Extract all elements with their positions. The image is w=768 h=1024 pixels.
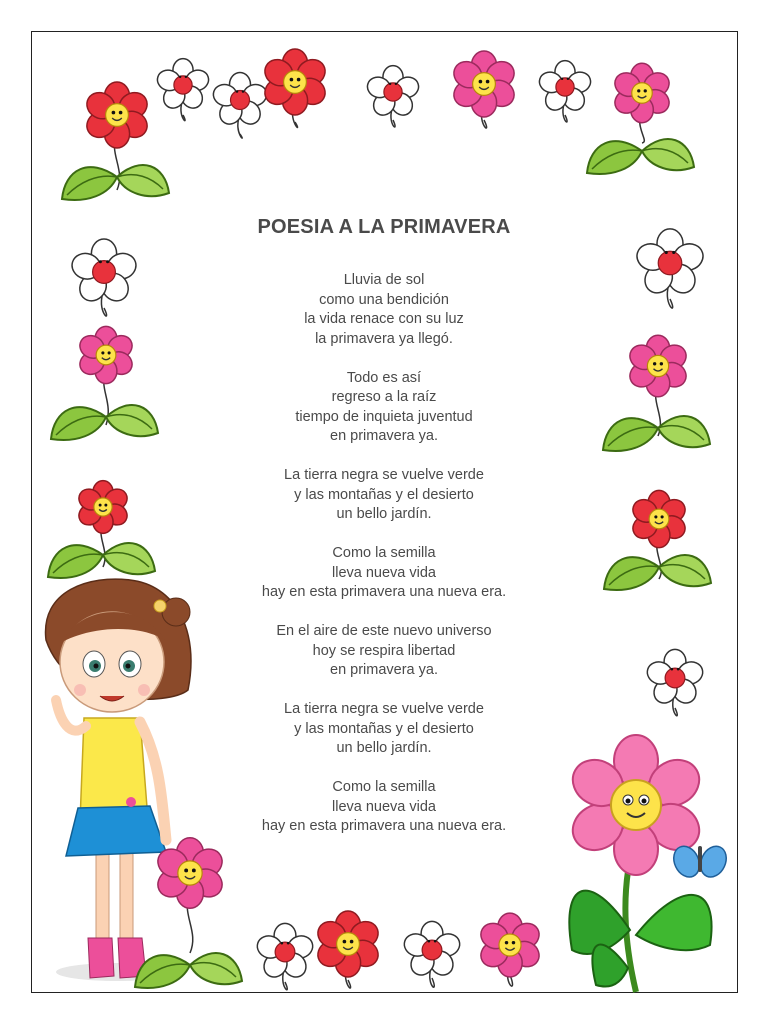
poem-line: un bello jardín. [336, 740, 432, 756]
poem-line: la primavera ya llegó. [315, 330, 453, 347]
white-flower-icon [537, 61, 593, 122]
poem-line: Como la semilla [332, 779, 436, 795]
poem-stanza [0, 700, 768, 759]
poem-stanza [0, 778, 768, 837]
poem-line: como una bendición [319, 291, 449, 308]
poem-stanza [0, 466, 768, 525]
poem-line: la vida renace con su luz [304, 311, 464, 327]
poem-line: en primavera ya. [330, 662, 438, 678]
pink-flower-icon [476, 913, 543, 986]
white-flower-icon [155, 59, 211, 121]
red-flower-icon [62, 82, 169, 200]
poem-stanza [0, 271, 768, 349]
white-flower-icon [211, 73, 270, 139]
white-flower-icon [365, 66, 421, 127]
poem-line: La tierra negra se vuelve verde [284, 467, 484, 483]
poem-line: un bello jardín. [336, 506, 432, 522]
poem-line: hay en esta primavera una nueva era. [261, 818, 507, 834]
poem-line: y las montañas y el desierto [294, 486, 474, 503]
poem-line: tiempo de inquieta juventud [295, 408, 473, 425]
poem-line: Como la semilla [332, 545, 436, 561]
poem-body [0, 271, 768, 856]
poem-line: hoy se respira libertad [312, 642, 456, 659]
red-flower-icon [260, 49, 330, 127]
poem-line: Lluvia de sol [343, 272, 425, 288]
pink-flower-icon [587, 63, 694, 174]
poem-title: POESIA A LA PRIMAVERA [257, 216, 511, 238]
poem-line: Todo es así [346, 369, 422, 386]
poem-stanza [0, 544, 768, 603]
poem-line: lleva nueva vida [332, 564, 436, 581]
poem-stanza [0, 622, 768, 681]
poem-line: lleva nueva vida [332, 798, 436, 815]
poem-stanza [0, 369, 768, 447]
red-flower-icon [313, 911, 383, 988]
poem-line: regreso a la raíz [331, 389, 437, 405]
white-flower-icon [254, 923, 315, 989]
poem-line: La tierra negra se vuelve verde [284, 701, 484, 717]
poem-line: en primavera ya. [330, 428, 438, 444]
poem-line: En el aire de este nuevo universo [276, 623, 492, 639]
white-flower-icon [401, 921, 462, 987]
pink-flower-icon [449, 51, 519, 128]
pink-flower-icon [135, 838, 242, 988]
poem-line: hay en esta primavera una nueva era. [261, 584, 507, 600]
poem-line: y las montañas y el desierto [294, 720, 474, 737]
